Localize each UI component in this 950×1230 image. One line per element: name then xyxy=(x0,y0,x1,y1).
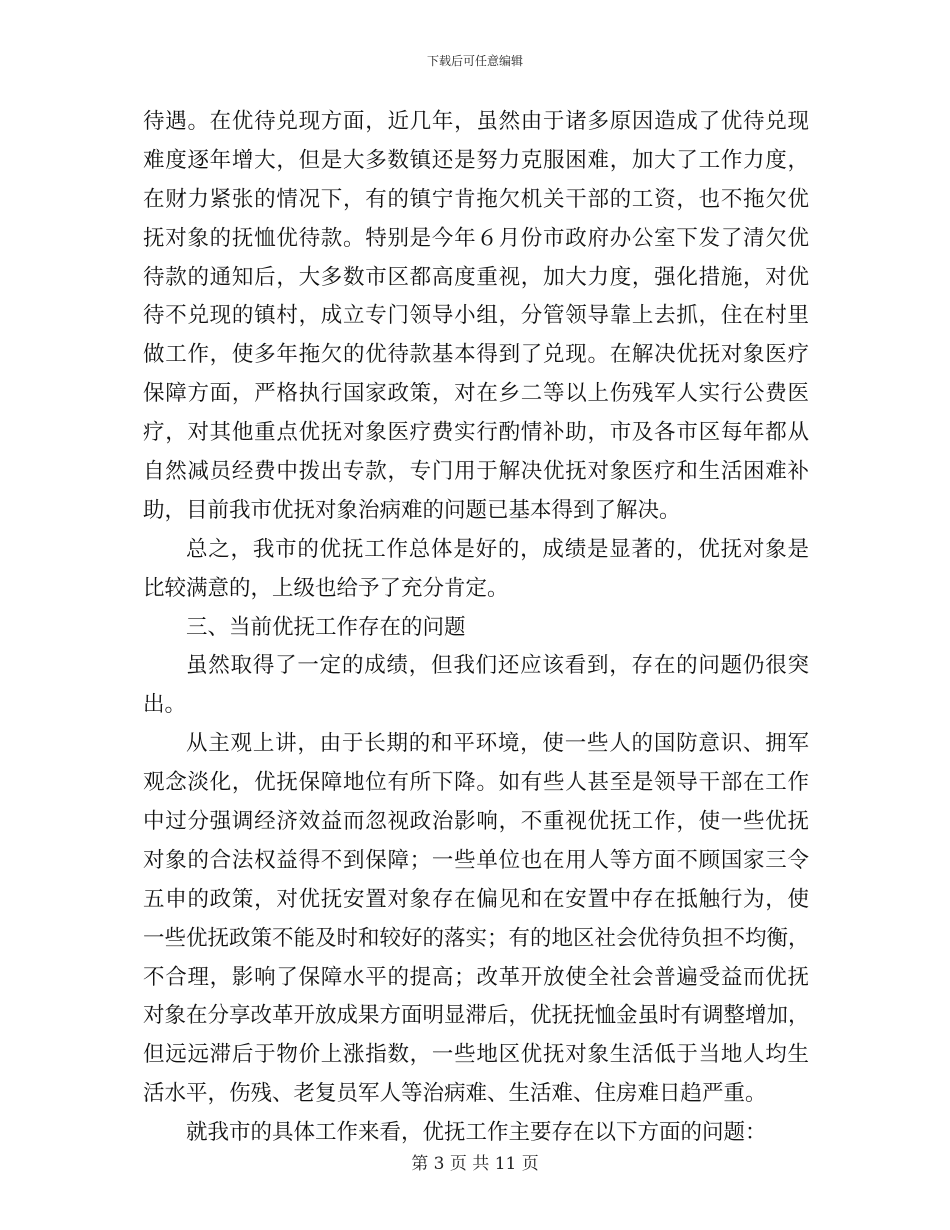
text-line: 就我市的具体工作来看，优抚工作主要存在以下方面的问题： xyxy=(186,1120,767,1146)
text-line: 从主观上讲，由于长期的和平环境，使一些人的国防意识、拥军 xyxy=(186,731,809,757)
text-line: 活水平，伤残、老复员军人等治病难、生活难、住房难日趋严重。 xyxy=(143,1081,767,1107)
page-footer: 第 3 页 共 11 页 xyxy=(411,1154,539,1174)
text-line: 五申的政策，对优抚安置对象存在偏见和在安置中存在抵触行为，使 xyxy=(143,886,809,912)
paragraph-summary xyxy=(143,531,809,609)
section-heading xyxy=(143,609,809,648)
text-line: 助，目前我市优抚对象治病难的问题已基本得到了解决。 xyxy=(143,497,681,523)
text-line: 虽然取得了一定的成绩，但我们还应该看到，存在的问题仍很突 xyxy=(186,653,809,679)
text-line: 疗，对其他重点优抚对象医疗费实行酌情补助，市及各市区每年都从 xyxy=(143,420,809,446)
text-line: 出。 xyxy=(143,692,187,718)
text-line: 观念淡化，优抚保障地位有所下降。如有些人甚至是领导干部在工作 xyxy=(143,770,809,796)
text-line: 比较满意的，上级也给予了充分肯定。 xyxy=(143,575,509,601)
page-header: 下载后可任意编辑 xyxy=(426,54,523,68)
paragraph-specific xyxy=(143,1114,809,1153)
text-line: 中过分强调经济效益而忽视政治影响，不重视优抚工作，使一些优抚 xyxy=(143,809,809,835)
text-line: 总之，我市的优抚工作总体是好的，成绩是显著的，优抚对象是 xyxy=(186,536,809,562)
text-line: 保障方面，严格执行国家政策，对在乡二等以上伤残军人实行公费医 xyxy=(143,381,809,407)
text-line: 抚对象的抚恤优待款。特别是今年６月份市政府办公室下发了清欠优 xyxy=(143,225,809,251)
text-line: 待不兑现的镇村，成立专门领导小组，分管领导靠上去抓，住在村里 xyxy=(143,303,809,329)
text-line: 在财力紧张的情况下，有的镇宁肯拖欠机关干部的工资，也不拖欠优 xyxy=(143,186,809,212)
paragraph-benefits xyxy=(143,103,809,531)
text-line: 一些优抚政策不能及时和较好的落实；有的地区社会优待负担不均衡， xyxy=(143,925,810,951)
section-heading-text: 三、当前优抚工作存在的问题 xyxy=(186,614,466,640)
text-line: 做工作，使多年拖欠的优待款基本得到了兑现。在解决优抚对象医疗 xyxy=(143,342,809,368)
text-line: 自然减员经费中拨出专款，专门用于解决优抚对象医疗和生活困难补 xyxy=(143,459,809,485)
document-body xyxy=(143,103,809,1153)
text-line: 对象的合法权益得不到保障；一些单位也在用人等方面不顾国家三令 xyxy=(143,847,809,873)
text-line: 不合理，影响了保障水平的提高；改革开放使全社会普遍受益而优抚 xyxy=(143,964,809,990)
text-line: 但远远滞后于物价上涨指数，一些地区优抚对象生活低于当地人均生 xyxy=(143,1042,809,1068)
text-line: 难度逐年增大，但是大多数镇还是努力克服困难，加大了工作力度， xyxy=(143,147,809,173)
paragraph-subjective xyxy=(143,725,809,1114)
paragraph-problems-intro xyxy=(143,647,809,725)
text-line: 待遇。在优待兑现方面，近几年，虽然由于诸多原因造成了优待兑现 xyxy=(143,109,809,134)
text-line: 待款的通知后，大多数市区都高度重视，加大力度，强化措施，对优 xyxy=(143,264,809,290)
text-line: 对象在分享改革开放成果方面明显滞后，优抚抚恤金虽时有调整增加， xyxy=(143,1003,810,1029)
